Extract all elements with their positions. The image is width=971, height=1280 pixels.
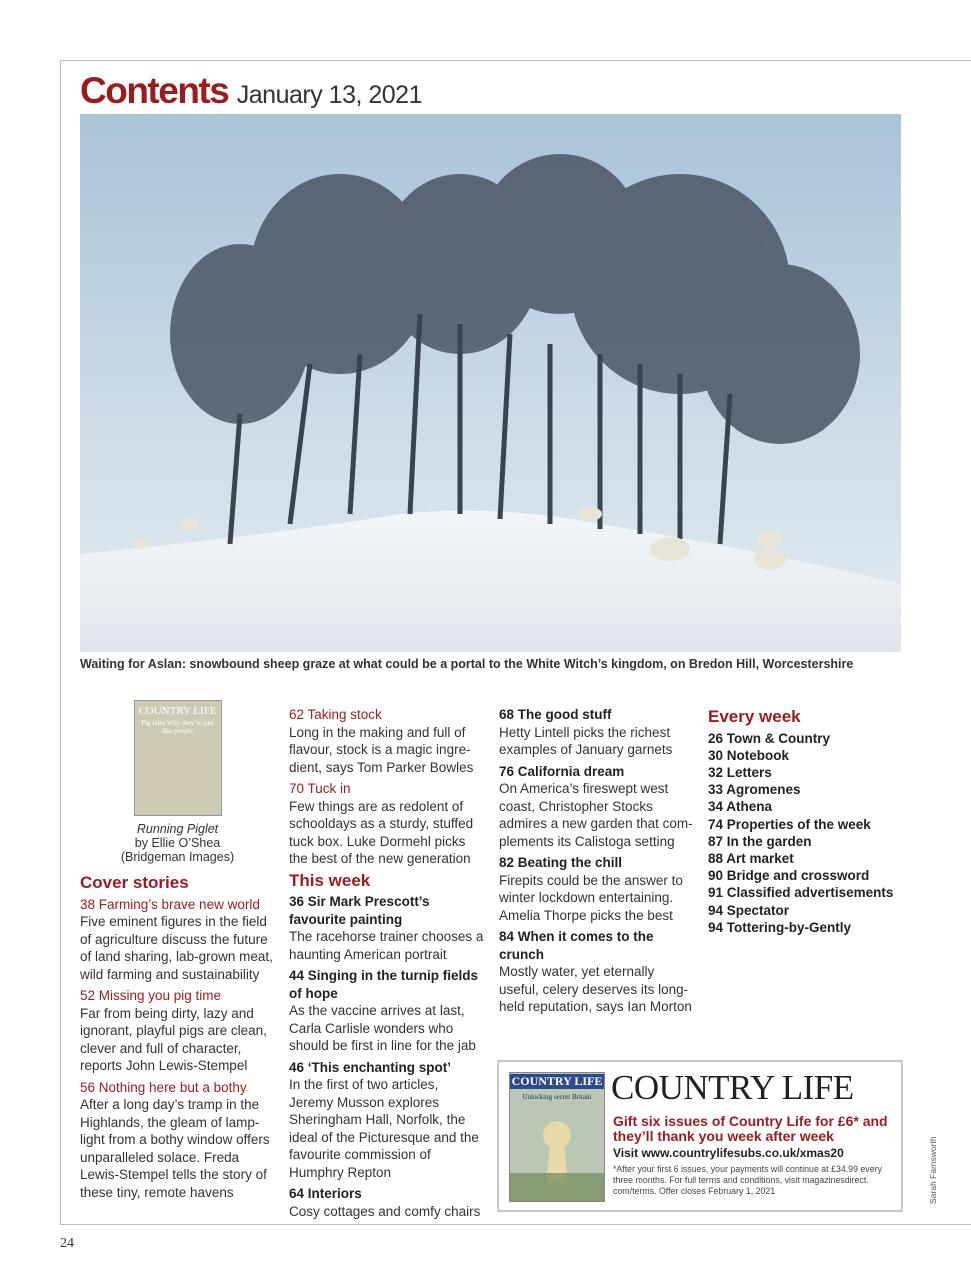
photo-credit-text: Sarah Farnsworth — [928, 1136, 938, 1204]
this-week-title[interactable]: 36 Sir Mark Prescott’s favourite painting — [289, 894, 430, 927]
advert-cover-subtitle: Unlocking secret Britain — [522, 1093, 592, 1101]
cover-caption-credit: (Bridgeman Images) — [120, 850, 235, 864]
this-week-title[interactable]: 44 Singing in the turnip fields of hope — [289, 968, 479, 1001]
hero-photo — [80, 114, 901, 652]
frame-bottom-rule — [60, 1224, 971, 1225]
list-item[interactable]: 26 Town & Country — [708, 730, 831, 746]
this-week-desc: Cosy cottages and comfy chairs — [289, 1203, 481, 1219]
issue-date: January 13, 2021 — [236, 81, 422, 109]
feature-desc: Firepits could be the answer to winter lockdown entertaining. Amelia Thorpe picks the best — [499, 872, 683, 923]
every-week-list — [708, 730, 908, 936]
feature-title[interactable]: 68 The good stuff — [499, 707, 612, 722]
this-week-heading: This week — [289, 870, 371, 890]
advert-headline: Gift six issues of Country Life for £6* and they’ll thank you week after week — [613, 1113, 888, 1144]
page-header — [80, 70, 422, 112]
list-item[interactable]: 33 Agromenes — [708, 782, 801, 798]
frame-left-rule — [60, 60, 61, 1225]
column-4 — [708, 704, 908, 936]
this-week-desc: The racehorse trainer chooses a haunting American portrait — [289, 929, 484, 962]
every-week-heading: Every week — [708, 707, 801, 726]
list-item[interactable]: 94 Spectator — [708, 902, 790, 918]
feature-desc: Few things are as redolent of schooldays as a sturdy, stuffed tuck box. Luke Dormehl picks the best of the new generation — [289, 798, 474, 866]
cover-caption-by: by Ellie O’Shea — [134, 836, 221, 850]
this-week-title[interactable]: 46 ‘This enchanting spot’ — [289, 1059, 452, 1075]
list-item[interactable]: 94 Tottering-by-Gently — [708, 919, 852, 935]
cover-stories-heading: Cover stories — [80, 873, 189, 892]
subscription-advert[interactable] — [497, 1060, 903, 1212]
column-2 — [289, 704, 485, 1224]
list-item[interactable]: 34 Athena — [708, 799, 773, 815]
cover-story-title[interactable]: 52 Missing you pig time — [80, 988, 222, 1003]
feature-title[interactable]: 62 Taking stock — [289, 707, 382, 722]
cover-story-desc: Five eminent figures in the field of agriculture discuss the future of land sharing, lab-grown meat, wild farming and sustainability — [80, 914, 273, 982]
country-life-logo: COUNTRY LIFE — [611, 1068, 854, 1107]
this-week-desc: As the vaccine arrives at last, Carla Carlisle wonders who should be first in line for the jab — [289, 1003, 476, 1053]
list-item[interactable]: 30 Notebook — [708, 747, 790, 763]
cover-story-title[interactable]: 38 Farming’s brave new world — [80, 896, 260, 912]
list-item[interactable]: 74 Properties of the week — [708, 816, 871, 832]
cover-caption — [80, 822, 275, 864]
list-item[interactable]: 88 Art market — [708, 850, 794, 866]
page-number: 24 — [60, 1236, 74, 1251]
column-3 — [499, 704, 697, 1020]
feature-title[interactable]: 70 Tuck in — [289, 781, 351, 796]
this-week-title[interactable]: 64 Interiors — [289, 1186, 362, 1201]
feature-desc: Long in the making and full of flavour, stock is a magic ingre-dient, says Tom Parker Bowles — [289, 724, 474, 775]
feature-desc: Mostly water, yet eternally useful, celery deserves its long-held reputation, says Ian Morton — [499, 964, 692, 1014]
advert-small-print: *After your first 6 issues, your payments will continue at £34.99 every three months. For full terms and conditions, visit magazinesdirect. com/terms. Offer closes February 1, 2021 — [613, 1164, 882, 1196]
cover-story-desc: After a long day’s tramp in the Highlands, the gleam of lamp-light from a bothy window offers unparalleled solace. Freda Lewis-Stempel tells the story of these tiny, remote havens — [80, 1097, 270, 1200]
cover-story-title[interactable]: 56 Nothing here but a bothy — [80, 1079, 247, 1095]
page-title: Contents — [80, 70, 229, 111]
advert-cover-title: COUNTRY LIFE — [511, 1074, 603, 1088]
cover-caption-title: Running Piglet — [136, 822, 219, 836]
frame-top-rule — [60, 60, 971, 61]
list-item[interactable]: 87 In the garden — [708, 833, 812, 849]
advert-cover-thumbnail — [509, 1072, 605, 1202]
advert-url-link[interactable]: Visit www.countrylifesubs.co.uk/xmas20 — [613, 1146, 844, 1160]
feature-title[interactable]: 82 Beating the chill — [499, 855, 623, 870]
list-item[interactable]: 90 Bridge and crossword — [708, 868, 870, 884]
column-1 — [80, 700, 275, 1205]
hero-caption: Waiting for Aslan: snowbound sheep graze at what could be a portal to the White Witch’s kingdom, on Bredon Hill, Worcestershire — [80, 657, 854, 671]
this-week-desc: In the first of two articles, Jeremy Musson explores Sheringham Hall, Norfolk, the ideal of the Picturesque and the favourite commission of Humphry Repton — [289, 1077, 479, 1180]
feature-desc: Hetty Lintell picks the richest examples of January garnets — [499, 724, 673, 757]
feature-title[interactable]: 76 California dream — [499, 763, 625, 779]
list-item[interactable]: 32 Letters — [708, 764, 772, 780]
cover-thumb-subtitle: Pig tales Why they’re just like people — [141, 719, 214, 735]
feature-title[interactable]: 84 When it comes to the crunch — [499, 929, 654, 962]
keyhole-garden-icon — [510, 1073, 604, 1201]
feature-desc: On America’s fireswept west coast, Christopher Stocks admires a new garden that com-plements its Calistoga setting — [499, 781, 693, 849]
list-item[interactable]: 91 Classified advertisements — [708, 885, 894, 901]
cover-thumb-title: COUNTRY LIFE — [138, 705, 217, 717]
cover-thumbnail — [134, 700, 222, 816]
snowy-hill-trees-illustration — [80, 114, 901, 652]
cover-story-desc: Far from being dirty, lazy and ignorant, playful pigs are clean, clever and full of character, reports John Lewis-Stempel — [80, 1005, 267, 1073]
photo-credit — [928, 1122, 942, 1212]
